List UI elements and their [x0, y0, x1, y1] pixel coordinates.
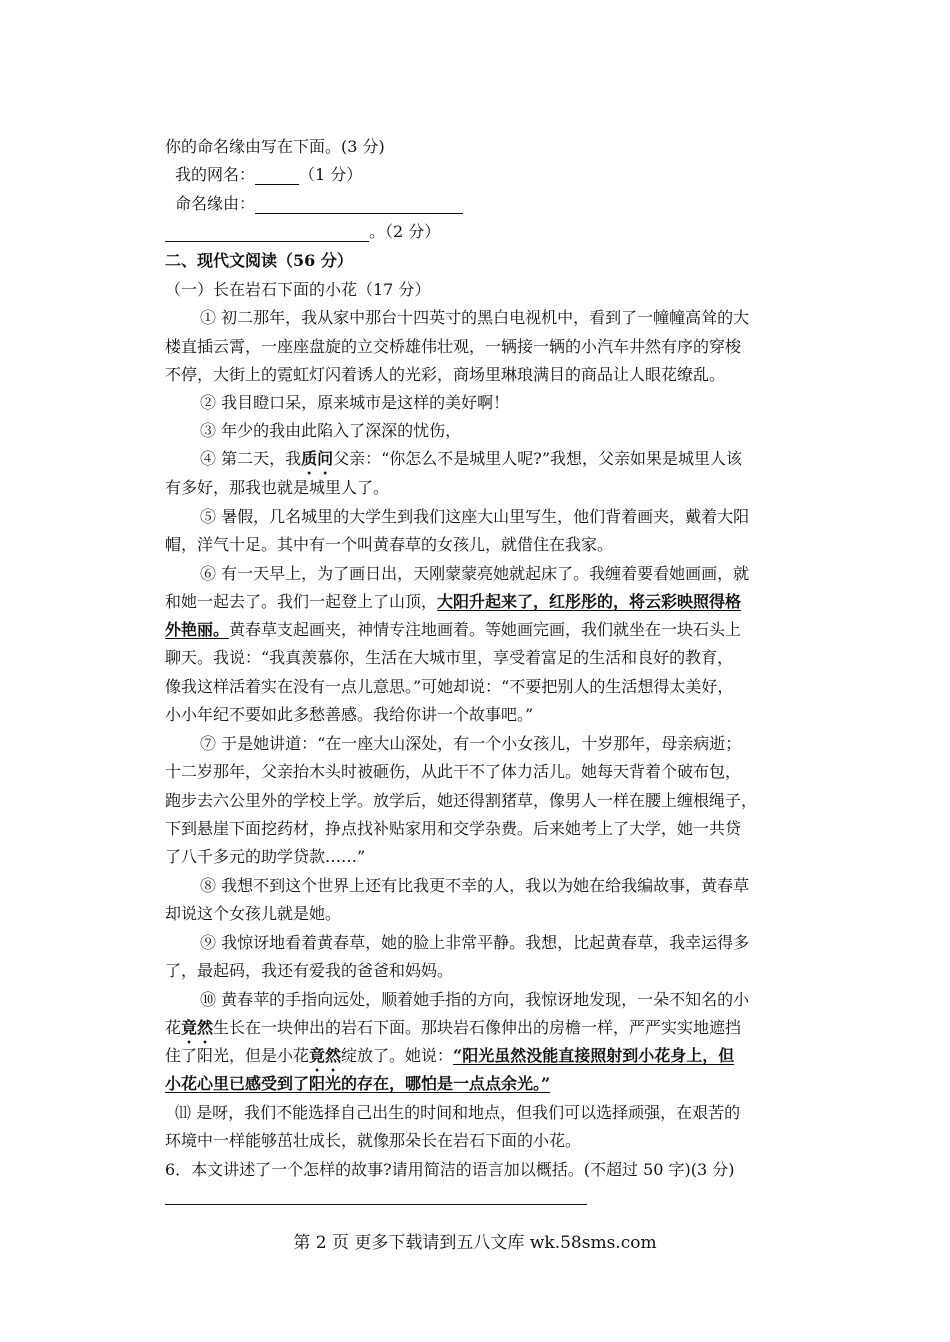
- p6-line-5: 像我这样活着实在没有一点儿意思。”可她却说：“不要把别人的生活想得太美好，: [165, 677, 734, 696]
- p6-text-b: 黄春草支起画夹，神情专注地画着。等她画完画，我们就坐在一块石头上: [229, 620, 742, 639]
- p1-line-1: ① 初二那年，我从家中那台十四英寸的黑白电视机中，看到了一幢幢高耸的大: [200, 308, 750, 327]
- p3-line: ③ 年少的我由此陷入了深深的忧伤，: [200, 421, 462, 440]
- reason-label: 命名缘由：: [175, 194, 256, 213]
- p6-line-4: 聊天。我说：“我真羡慕你，生活在大城市里，享受着富足的生活和良好的教育，: [165, 648, 734, 667]
- p1-line-3: 不停，大街上的霓虹灯闪着诱人的光彩，商场里琳琅满目的商品让人眼花缭乱。: [165, 365, 726, 384]
- p10-underlined-a: “阳光虽然没能直接照射到小花身上，但: [453, 1046, 735, 1065]
- p10-line-2: [165, 1018, 795, 1047]
- netname-blank[interactable]: [255, 168, 299, 185]
- p10-text-c: 住了阳光，但是小花: [165, 1046, 310, 1065]
- p10-text-b: 生长在一块伸出的岩石下面。那块岩石像伸出的房檐一样，严严实实地遮挡: [213, 1018, 742, 1037]
- p1-line-2: 楼直插云霄，一座座盘旋的立交桥雄伟壮观，一辆接一辆的小汽车井然有序的穿梭: [165, 337, 742, 356]
- reason-row-2: [165, 222, 795, 242]
- netname-label: 我的网名：: [175, 165, 256, 184]
- p6-line-1: ⑥ 有一天早上，为了画日出，天刚蒙蒙亮她就起床了。我缠着要看她画画，就: [200, 564, 750, 583]
- p6-line-3: [165, 620, 795, 640]
- reason-blank[interactable]: [255, 197, 463, 214]
- p10-emphasis-2: 竟然: [309, 1046, 342, 1065]
- p8-line-2: 却说这个女孩儿就是她。: [165, 904, 342, 923]
- p7-line-2: 十二岁那年，父亲抬木头时被砸伤，从此干不了体力活儿。她每天背着个破布包，: [165, 762, 742, 781]
- p6-line-6: 小小年纪不要如此多愁善感。我给你讲一个故事吧。”: [165, 705, 534, 724]
- section-heading: 二、现代文阅读（56 分）: [165, 251, 353, 270]
- passage-title: （一）长在岩石下面的小花（17 分）: [165, 280, 431, 299]
- intro-line: 你的命名缘由写在下面。(3 分): [165, 137, 385, 156]
- p5-line-1: ⑤ 暑假，几名城里的大学生到我们这座大山里写生，他们背着画夹，戴着大阳: [200, 507, 750, 526]
- p10-line-4: 小花心里已感受到了阳光的存在，哪怕是一点点余光。”: [165, 1074, 551, 1093]
- p4-text-b: 父亲：“你怎么不是城里人呢?”我想，父亲如果是城里人该: [333, 449, 743, 468]
- p11-line-1: ⑾ 是呀，我们不能选择自己出生的时间和地点，但我们可以选择顽强，在艰苦的: [175, 1103, 741, 1122]
- netname-row: [175, 165, 805, 185]
- netname-score: （1 分）: [299, 165, 363, 184]
- p10-emphasis-1: 竟然: [181, 1018, 214, 1037]
- p8-line-1: ⑧ 我想不到这个世界上还有比我更不幸的人，我以为她在给我编故事，黄春草: [200, 876, 750, 895]
- p9-line-2: 了，最起码，我还有爱我的爸爸和妈妈。: [165, 961, 454, 980]
- p4-emphasis: 质问: [301, 449, 334, 468]
- p7-line-3: 跑步去六公里外的学校上学。放学后，她还得割猪草，像男人一样在腰上缠根绳子，: [165, 791, 758, 810]
- p6-line-2: [165, 592, 795, 612]
- p10-line-3: [165, 1046, 795, 1075]
- p6-underlined-a: 大阳升起来了，红彤彤的，将云彩映照得格: [437, 592, 742, 611]
- p7-line-1: ⑦ 于是她讲道：“在一座大山深处，有一个小女孩儿，十岁那年，母亲病逝；: [200, 734, 742, 753]
- reason-blank-2[interactable]: [165, 225, 369, 242]
- p4-text-a: ④ 第二天，我: [200, 449, 302, 468]
- p6-underlined-b: 外艳丽。: [165, 620, 230, 639]
- p4-line-1: [200, 449, 830, 478]
- page-footer: 第 2 页 更多下载请到五八文库 wk.58sms.com: [293, 1233, 657, 1253]
- p7-line-5: 了八千多元的助学贷款……”: [165, 847, 366, 866]
- reason-row: [175, 194, 805, 214]
- p9-line-1: ⑨ 我惊讶地看着黄春草，她的脸上非常平静。我想，比起黄春草，我幸运得多: [200, 933, 750, 952]
- question-6: 6．本文讲述了一个怎样的故事?请用简洁的语言加以概括。(不超过 50 字)(3 分): [165, 1160, 735, 1179]
- p10-text-a: 花: [165, 1018, 182, 1037]
- p10-text-d: 绽放了。她说：: [341, 1046, 454, 1065]
- p10-line-1: ⑩ 黄春苹的手指向远处，顺着她手指的方向，我惊讶地发现，一朵不知名的小: [200, 990, 750, 1009]
- p7-line-4: 下到悬崖下面挖药材，挣点找补贴家用和交学杂费。后来她考上了大学，她一共贷: [165, 819, 742, 838]
- p11-line-2: 环境中一样能够茁壮成长，就像那朵长在岩石下面的小花。: [165, 1131, 582, 1150]
- p5-line-2: 帽，洋气十足。其中有一个叫黄春草的女孩儿，就借住在我家。: [165, 535, 614, 554]
- reason-score: 。（2 分）: [369, 222, 441, 241]
- p2-line: ② 我目瞪口呆，原来城市是这样的美好啊！: [200, 393, 510, 412]
- p4-line-2: 有多好，那我也就是城里人了。: [165, 478, 390, 497]
- answer-line[interactable]: [165, 1204, 587, 1205]
- p6-text-a: 和她一起去了。我们一起登上了山顶，: [165, 592, 438, 611]
